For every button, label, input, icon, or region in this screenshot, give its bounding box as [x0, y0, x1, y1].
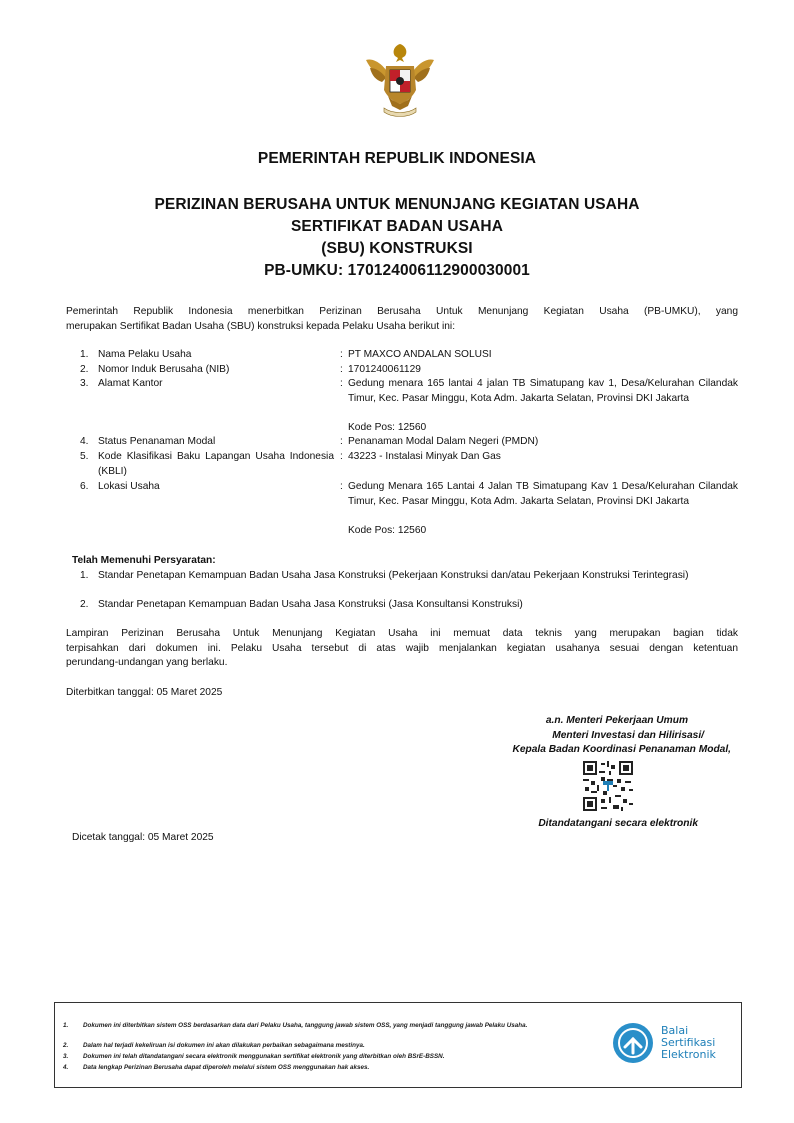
footer-note-number: 2. [63, 1042, 69, 1049]
footer-note-text: Dalam hal terjadi kekeliruan isi dokumen ini akan dilakukan perbaikan sebagaimana mestinya. [83, 1042, 365, 1049]
item-label: Kode Klasifikasi Baku Lapangan Usaha Indonesia (KBLI) [98, 451, 334, 477]
intro-line2: merupakan Sertifikat Badan Usaha (SBU) konstruksi kepada Pelaku Usaha berikut ini: [66, 321, 456, 332]
item-value: PT MAXCO ANDALAN SOLUSI [348, 349, 492, 360]
item-number: 6. [80, 481, 89, 492]
signature-line2: Menteri Investasi dan Hilirisasi/ [552, 730, 704, 741]
intro-line1: Pemerintah Republik Indonesia menerbitkan Perizinan Berusaha Untuk Menunjang Kegiatan Usaha (PB-UMKU), yang [66, 306, 738, 317]
item-value: Gedung Menara 165 Lantai 4 Jalan TB Simatupang Kav 1 Desa/Kelurahan Cilandak Timur, Kec. Pasar Minggu, Kota Adm. Jakarta Selatan, Provinsi DKI Jakarta [348, 481, 738, 507]
item-number: 3. [80, 378, 89, 389]
requirement-number: 2. [80, 599, 89, 610]
item-label: Nama Pelaku Usaha [98, 349, 192, 360]
bsre-seal-icon [611, 1021, 655, 1065]
requirement-item [80, 569, 738, 599]
footer-note-text: Data lengkap Perizinan Berusaha dapat diperoleh melalui sistem OSS menggunakan hak akses. [83, 1064, 370, 1071]
document-title-line3: (SBU) KONSTRUKSI [321, 240, 473, 257]
pb-umku-number: PB-UMKU: 170124006112900030001 [264, 262, 530, 279]
item-value: 43223 - Instalasi Minyak Dan Gas [348, 451, 501, 462]
requirement-item [80, 598, 738, 613]
bsre-text-line1: Balai [661, 1024, 689, 1037]
qr-code-icon [583, 761, 633, 811]
list-item: 5. Kode Klasifikasi Baku Lapangan Usaha Indonesia (KBLI) : 43223 - Instalasi Minyak Dan Gas [80, 450, 738, 480]
item-number: 1. [80, 349, 89, 360]
document-title-line1: PERIZINAN BERUSAHA UNTUK MENUNJANG KEGIATAN USAHA [154, 196, 640, 213]
requirement-text: Standar Penetapan Kemampuan Badan Usaha Jasa Konstruksi (Pekerjaan Konstruksi dan/atau Pekerjaan Konstruksi Terintegrasi) [98, 570, 689, 581]
bsre-logo [611, 1019, 731, 1069]
closing-line3: perundang-undangan yang berlaku. [66, 657, 228, 668]
closing-line1: Lampiran Perizinan Berusaha Untuk Menunjang Kegiatan Usaha ini memuat data teknis yang merupakan bagian tidak [66, 628, 738, 639]
printed-date: Dicetak tanggal: 05 Maret 2025 [72, 832, 214, 843]
document-title-line2: SERTIFIKAT BADAN USAHA [290, 218, 504, 235]
bsre-text-line3: Elektronik [661, 1048, 716, 1061]
item-label: Alamat Kantor [98, 378, 163, 389]
footer-note-text: Dokumen ini diterbitkan sistem OSS berdasarkan data dari Pelaku Usaha, tanggung jawab sistem OSS, yang menjadi tanggung jawab Pelaku Usaha. [83, 1022, 528, 1029]
footer-note-number: 3. [63, 1053, 69, 1060]
garuda-emblem-icon [362, 40, 438, 120]
list-item: 3. Alamat Kantor : Gedung menara 165 lantai 4 jalan TB Simatupang kav 1, Desa/Kelurahan Cilandak Timur, Kec. Pasar Minggu, Kota Adm. Jakarta Selatan, Provinsi DKI Jakarta Kode Pos: 12560 [80, 377, 738, 435]
footer-notes-box [54, 1002, 742, 1088]
list-item: 6. Lokasi Usaha : Gedung Menara 165 Lantai 4 Jalan TB Simatupang Kav 1 Desa/Kelurahan Cilandak Timur, Kec. Pasar Minggu, Kota Adm. Jakarta Selatan, Provinsi DKI Jakarta Kode Pos: 12560 [80, 480, 738, 540]
requirement-number: 1. [80, 570, 89, 581]
list-item: 1. Nama Pelaku Usaha : PT MAXCO ANDALAN SOLUSI [80, 348, 738, 363]
government-heading: PEMERINTAH REPUBLIK INDONESIA [257, 150, 537, 167]
item-number: 5. [80, 451, 89, 462]
item-label: Lokasi Usaha [98, 481, 160, 492]
signature-line3: Kepala Badan Koordinasi Penanaman Modal, [512, 744, 731, 755]
footer-note-number: 1. [63, 1022, 69, 1029]
requirements-title: Telah Memenuhi Persyaratan: [72, 555, 216, 566]
bsre-text-line2: Sertifikasi [661, 1036, 716, 1049]
electronic-signature-note: Ditandatangani secara elektronik [538, 818, 698, 829]
list-item: 2. Nomor Induk Berusaha (NIB) : 1701240061129 [80, 363, 738, 378]
item-postal-code: Kode Pos: 12560 [348, 525, 427, 536]
signature-line1: a.n. Menteri Pekerjaan Umum [545, 715, 688, 726]
item-number: 2. [80, 364, 89, 375]
item-label: Status Penanaman Modal [98, 436, 216, 447]
item-number: 4. [80, 436, 89, 447]
item-label: Nomor Induk Berusaha (NIB) [98, 364, 230, 375]
issued-date: Diterbitkan tanggal: 05 Maret 2025 [66, 687, 223, 698]
item-postal-code: Kode Pos: 12560 [348, 422, 427, 433]
item-value: Gedung menara 165 lantai 4 jalan TB Simatupang kav 1, Desa/Kelurahan Cilandak Timur, Kec. Pasar Minggu, Kota Adm. Jakarta Selatan, Provinsi DKI Jakarta [348, 378, 738, 404]
footer-note-number: 4. [63, 1064, 69, 1071]
footer-note-text: Dokumen ini telah ditandatangani secara elektronik menggunakan sertifikat elektronik yang diterbitkan oleh BSrE-BSSN. [83, 1053, 445, 1060]
list-item: 4. Status Penanaman Modal : Penanaman Modal Dalam Negeri (PMDN) [80, 435, 738, 450]
closing-line2: terpisahkan dari dokumen ini. Pelaku Usaha tersebut di atas wajib menjalankan kegiatan usahanya sesuai dengan ketentuan [66, 643, 738, 654]
item-value: Penanaman Modal Dalam Negeri (PMDN) [348, 436, 539, 447]
footer-note [63, 1021, 603, 1039]
requirement-text: Standar Penetapan Kemampuan Badan Usaha Jasa Konstruksi (Jasa Konsultansi Konstruksi) [98, 599, 523, 610]
item-value: 1701240061129 [348, 364, 421, 375]
